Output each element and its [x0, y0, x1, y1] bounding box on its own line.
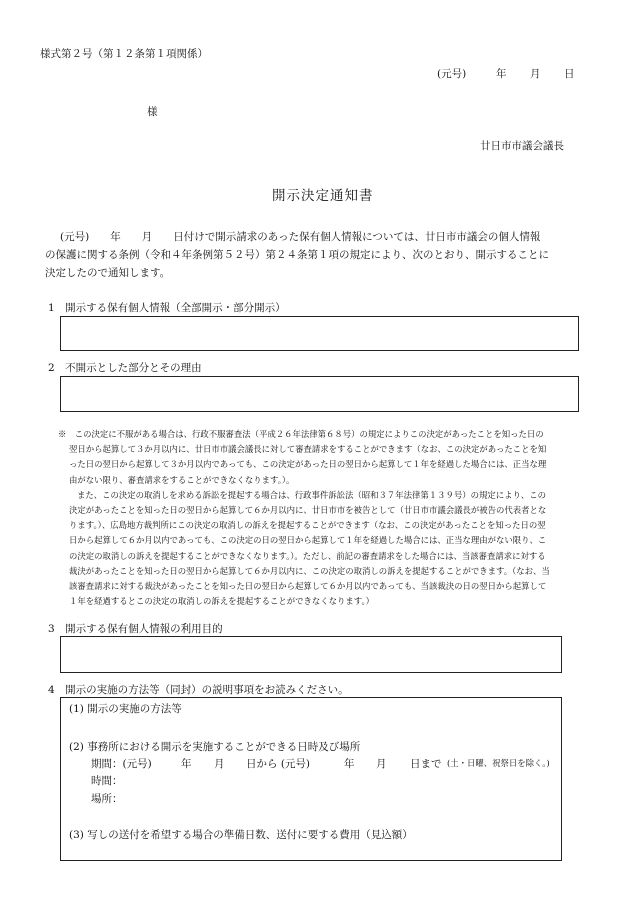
sender-name: 廿日市市議会議長 — [480, 140, 564, 152]
page-title: 開示決定通知書 — [272, 188, 374, 204]
intro-line-2: の保護に関する条例（令和４年条例第５２号）第２４条第１項の規定により、次のとおり、開示することに — [45, 249, 549, 261]
note-line: 日から起算して６か月以内であっても、この決定の日の翌日から起算して１年を経過した場合には、正当な理由がない限り、こ — [69, 535, 547, 546]
appeal-note — [58, 427, 550, 609]
date-year: 年 — [496, 68, 507, 80]
note-line: の決定の取消しの訴えを提起することができなくなります。）。ただし、前記の審査請求をした場合には、当該審査請求に対する — [69, 550, 546, 561]
time-label: 時間： — [91, 775, 123, 787]
section-3-field[interactable] — [60, 636, 562, 673]
note-line: った日の翌日から起算して３か月以内であっても、この決定があった日の翌日から起算して１年を経過した場合には、正当な理 — [69, 459, 547, 470]
period-year-2: 年 — [344, 758, 355, 770]
form-number: 様式第２号（第１２条第１項関係） — [40, 48, 208, 60]
note-line: また、この決定の取消しを求める訴訟を提起する場合は、行政事件訴訟法（昭和３７年法律第１３９号）の規定により、この — [77, 489, 546, 500]
note-line: 決定があったことを知った日の翌日から起算して６か月以内に、廿日市市を被告として（廿日市市議会議長が被告の代表者とな — [69, 505, 547, 516]
date-month: 月 — [530, 68, 541, 80]
section-2-heading: 2 不開示とした部分とその理由 — [48, 362, 202, 374]
period-month-2: 月 — [376, 758, 387, 770]
place-label: 場所： — [91, 793, 123, 805]
section-2-field[interactable] — [60, 376, 579, 412]
intro-line-3: 決定したので通知します。 — [45, 267, 171, 279]
intro-line-1: (元号) 年 月 日付けで開示請求のあった保有個人情報については、廿日市市議会の個人情報 — [60, 231, 541, 243]
section-1-field[interactable] — [60, 316, 579, 351]
date-day: 日 — [564, 68, 575, 80]
note-line: 該審査請求に対する裁決があったことを知った日の翌日から起算して６か月以内であっても、当該裁決の日の翌日から起算して — [69, 581, 547, 592]
addressee-suffix: 様 — [147, 106, 158, 118]
item-1-label: (1) 開示の実施の方法等 — [69, 703, 182, 715]
section-1-heading: 1 開示する保有個人情報（全部開示・部分開示） — [48, 302, 286, 314]
note-line: ります。）、広島地方裁判所にこの決定の取消しの訴えを提起することができます（なお、この決定があったことを知った日の翌 — [69, 520, 546, 531]
period-exclusion: (土・日曜、祝祭日を除く。) — [447, 758, 550, 768]
note-line: ※ この決定に不服がある場合は、行政不服審査法（平成２６年法律第６８号）の規定によりこの決定があったことを知った日の — [58, 429, 544, 439]
date-era: (元号) — [437, 68, 467, 80]
note-line: 由がない限り、審査請求をすることができなくなります。）。 — [69, 474, 295, 485]
period-day-from: 日から (元号) — [246, 758, 311, 770]
section-4-heading: 4 開示の実施の方法等（同封）の説明事項をお読みください。 — [48, 684, 349, 696]
period-month: 月 — [214, 758, 225, 770]
item-3-label: (3) 写しの送付を希望する場合の準備日数、送付に要する費用（見込額） — [69, 829, 413, 841]
period-label: 期間：(元号) — [91, 758, 152, 770]
note-line: １年を経過するとこの決定の取消しの訴えを提起することができなくなります。） — [69, 596, 375, 607]
note-line: 裁決があったことを知った日の翌日から起算して６か月以内に、この決定の取消しの訴えを提起することができます。（なお、当 — [69, 565, 550, 576]
item-2-label: (2) 事務所における開示を実施することができる日時及び場所 — [69, 741, 361, 753]
period-day-until: 日まで — [410, 758, 442, 770]
section-3-heading: 3 開示する保有個人情報の利用目的 — [48, 623, 223, 635]
note-line: 翌日から起算して３か月以内に、廿日市市議会議長に対して審査請求をすることができます（なお、この決定があったことを知 — [69, 444, 547, 455]
period-year: 年 — [181, 758, 192, 770]
